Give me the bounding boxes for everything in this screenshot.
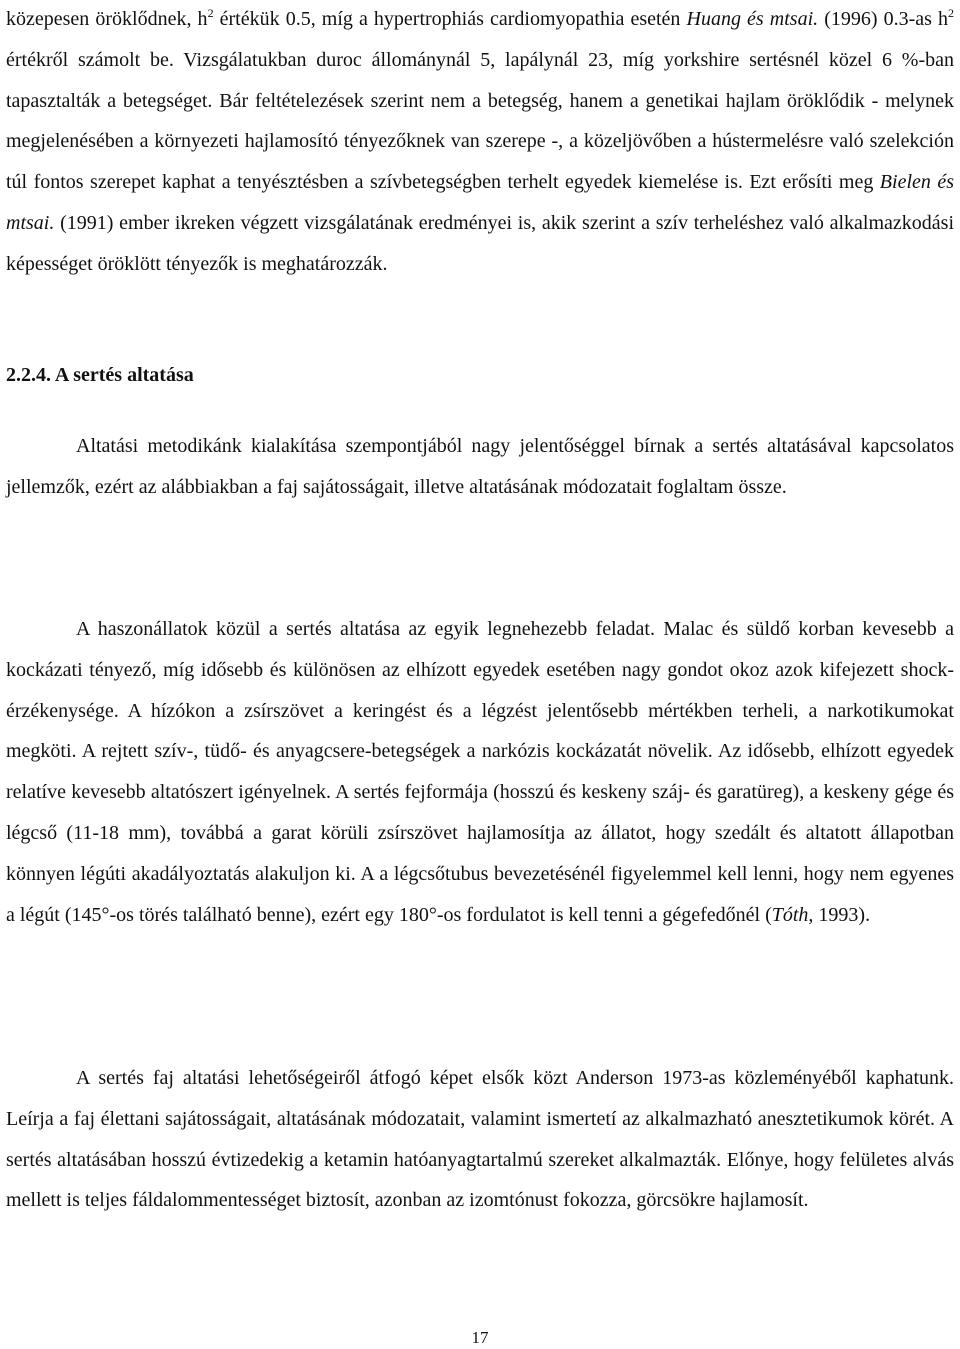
- text-run: közepesen öröklődnek, h: [6, 8, 208, 30]
- text-run: 1993).: [813, 903, 871, 926]
- text-run: értékről számolt be. Vizsgálatukban duroc állománynál 5, lapálynál 23, míg yorkshire sertésnél közel 6 %-ban tapasztalták a betegséget. Bár feltételezések szerint nem a betegség, hanem a genetikai hajlam öröklődik - melynek megjelenésében a környezeti hajlamosító tényezőknek van szerepe -, a közeljövőben a hústermelésre való szelekción túl fontos szerepet kaphat a tenyésztésben a szívbetegségben terhelt egyedek kiemelése is. Ezt erősíti meg: [6, 48, 954, 194]
- paragraph-continued: [6, 0, 954, 285]
- text-run: értékük 0.5, míg a hypertrophiás cardiomyopathia esetén: [213, 8, 687, 30]
- section-heading: 2.2.4. A sertés altatása: [6, 364, 194, 386]
- superscript: 2: [207, 6, 214, 20]
- paragraph: [6, 609, 954, 935]
- citation: Tóth,: [771, 903, 814, 926]
- superscript: 2: [948, 6, 955, 20]
- text-run: (1996) 0.3-as h: [818, 8, 949, 30]
- citation: Huang és mtsai.: [686, 8, 819, 30]
- page-number: 17: [471, 1328, 489, 1347]
- paragraph: A sertés faj altatási lehetőségeiről átfogó képet elsők közt Anderson 1973-as közleményéből kaphatunk. Leírja a faj élettani sajátosságait, altatásának módozatait, valamint ismertetí az alkalmazható anesztetikumok körét. A sertés altatásában hosszú évtizedekig a ketamin hatóanyagtartalmú szereket alkalmazták. Előnye, hogy felületes alvás mellett is teljes fáldalommentességet biztosít, azonban az izomtónust fokozza, görcsökre hajlamosít.: [6, 1067, 954, 1212]
- text-run: A haszonállatok közül a sertés altatása az egyik legnehezebb feladat. Malac és süldő korban kevesebb a kockázati tényező, míg idősebb és különösen az elhízott egyedek esetében nagy gondot okoz azok kifejezett shock-érzékenysége. A hízókon a zsírszövet a keringést és a légzést jelentősebb mértékben terheli, a narkotikumokat megköti. A rejtett szív-, tüdő- és anyagcsere-betegségek a narkózis kockázatát növelik. Az idősebb, elhízott egyedek relatíve kevesebb altatószert igényelnek. A sertés fejformája (hosszú és keskeny száj- és garatüreg), a keskeny gége és légcső (11-18 mm), továbbá a garat körüli zsírszövet hajlamosítja az állatot, hogy szedált és altatott állapotban könnyen légúti akadályoztatás alakuljon ki. A a légcsőtubus bevezetésénél figyelemmel kell lenni, hogy nem egyenes a légút (145°-os törés található benne), ezért egy 180°-os fordulatot is kell tenni a gégefedőnél (: [6, 618, 954, 926]
- text-run: (1991) ember ikreken végzett vizsgálatának eredményei is, akik szerint a szív terheléshez való alkalmazkodási képességet öröklött tényezők is meghatározzák.: [6, 211, 954, 275]
- citation: Bielen és mtsai.: [6, 171, 954, 234]
- paragraph: Altatási metodikánk kialakítása szempontjából nagy jelentőséggel bírnak a sertés altatásával kapcsolatos jellemzők, ezért az alábbiakban a faj sajátosságait, illetve altatásának módozatait foglaltam össze.: [6, 435, 954, 498]
